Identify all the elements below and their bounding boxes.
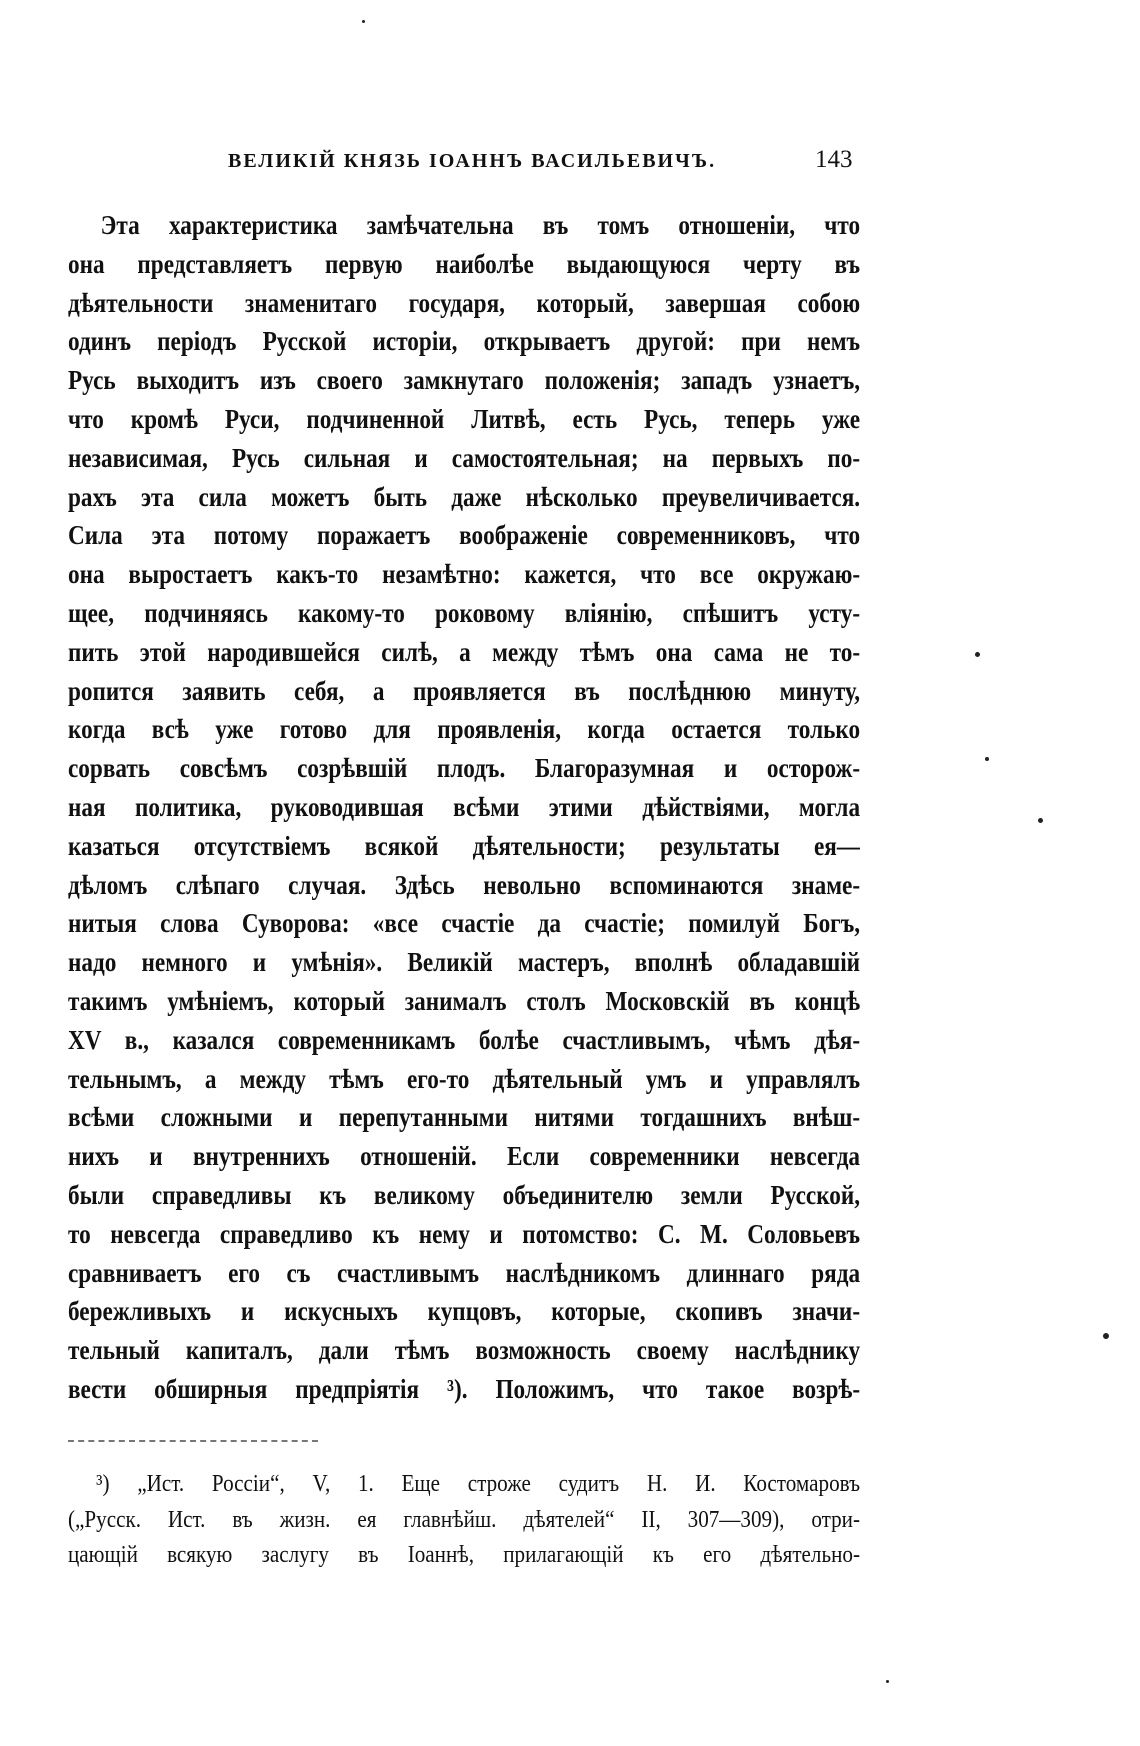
text-line: тельный капиталъ, дали тѣмъ возможность своему наслѣднику <box>68 1335 861 1366</box>
text-line: нитыя слова Суворова: «все счастіе да счастіе; помилуй Богъ, <box>68 908 861 939</box>
scan-speck <box>886 1680 889 1683</box>
text-line: Русь выходитъ изъ своего замкнутаго положенія; западъ узнаетъ, <box>68 365 861 396</box>
text-line: щее, подчиняясь какому-то роковому вліянію, спѣшитъ усту- <box>68 597 861 628</box>
text-line: XV в., казался современникамъ болѣе счастливымъ, чѣмъ дѣя- <box>68 1024 861 1055</box>
main-text <box>68 206 860 1409</box>
footnote-line: цающій всякую заслугу въ Іоаннѣ, прилагающій къ его дѣятельно- <box>68 1542 860 1568</box>
text-line: рахъ эта сила можетъ быть даже нѣсколько преувеличивается. <box>68 481 861 512</box>
text-line: надо немного и умѣнія». Великій мастеръ, вполнѣ обладавшій <box>68 947 861 978</box>
text-line: пить этой народившейся силѣ, а между тѣмъ она сама не то- <box>68 636 861 667</box>
text-line: дѣломъ слѣпаго случая. Здѣсь невольно вспоминаются знаме- <box>68 869 861 900</box>
scan-speck <box>1103 1333 1109 1339</box>
text-line: Сила эта потому поражаетъ воображеніе современниковъ, что <box>68 520 861 551</box>
scan-speck <box>975 652 980 657</box>
text-line: нихъ и внутреннихъ отношеній. Если современники невсегда <box>68 1141 861 1172</box>
text-line: ропится заявить себя, а проявляется въ послѣднюю минуту, <box>68 675 861 706</box>
text-line: дѣятельности знаменитаго государя, который, завершая собою <box>68 287 861 318</box>
text-line: казаться отсутствіемъ всякой дѣятельности; результаты ея— <box>68 830 861 861</box>
text-line: когда всѣ уже готово для проявленія, когда остается только <box>68 714 861 745</box>
text-line: ная политика, руководившая всѣми этими дѣйствіями, могла <box>68 791 861 822</box>
footnote <box>68 1467 860 1574</box>
text-line: сорвать совсѣмъ созрѣвшій плодъ. Благоразумная и осторож- <box>68 753 861 784</box>
page-header <box>70 146 853 186</box>
footnote-divider <box>68 1440 318 1442</box>
text-line: такимъ умѣніемъ, который занималъ столъ Московскій въ концѣ <box>68 985 861 1016</box>
text-line: то невсегда справедливо къ нему и потомство: С. М. Соловьевъ <box>68 1218 861 1249</box>
scan-speck <box>985 757 989 761</box>
text-line: тельнымъ, а между тѣмъ его-то дѣятельный умъ и управлялъ <box>68 1063 861 1094</box>
text-line: одинъ періодъ Русской исторіи, открываетъ другой: при немъ <box>68 326 861 357</box>
text-line: независимая, Русь сильная и самостоятельная; на первыхъ по- <box>68 442 861 473</box>
text-line: она представляетъ первую наиболѣе выдающуюся черту въ <box>68 248 861 279</box>
footnote-line: („Русск. Ист. въ жизн. ея главнѣйш. дѣятелей“ II, 307—309), отри- <box>68 1506 860 1533</box>
scan-speck <box>362 20 365 23</box>
page-number: 143 <box>815 146 853 173</box>
text-line: бережливыхъ и искусныхъ купцовъ, которые, скопивъ значи- <box>68 1296 861 1327</box>
footnote-line: ³) „Ист. Россіи“, V, 1. Еще строже судитъ Н. И. Костомаровъ <box>96 1471 860 1497</box>
text-line: что кромѣ Руси, подчиненной Литвѣ, есть Русь, теперь уже <box>68 403 861 434</box>
text-line: всѣми сложными и перепутанными нитями тогдашнихъ внѣш- <box>68 1102 861 1133</box>
text-line: сравниваетъ его съ счастливымъ наслѣдникомъ длиннаго ряда <box>68 1257 861 1288</box>
text-line: Эта характеристика замѣчательна въ томъ отношеніи, что <box>100 210 861 240</box>
running-title: ВЕЛИКІЙ КНЯЗЬ ІОАННЪ ВАСИЛЬЕВИЧЪ. <box>228 150 717 172</box>
text-line: были справедливы къ великому объединителю земли Русской, <box>68 1179 861 1210</box>
text-line: вести обширныя предпріятія ³). Положимъ, что такое возрѣ- <box>68 1373 861 1404</box>
scan-speck <box>1038 818 1043 823</box>
text-line: она выростаетъ какъ-то незамѣтно: кажется, что все окружаю- <box>68 559 861 590</box>
